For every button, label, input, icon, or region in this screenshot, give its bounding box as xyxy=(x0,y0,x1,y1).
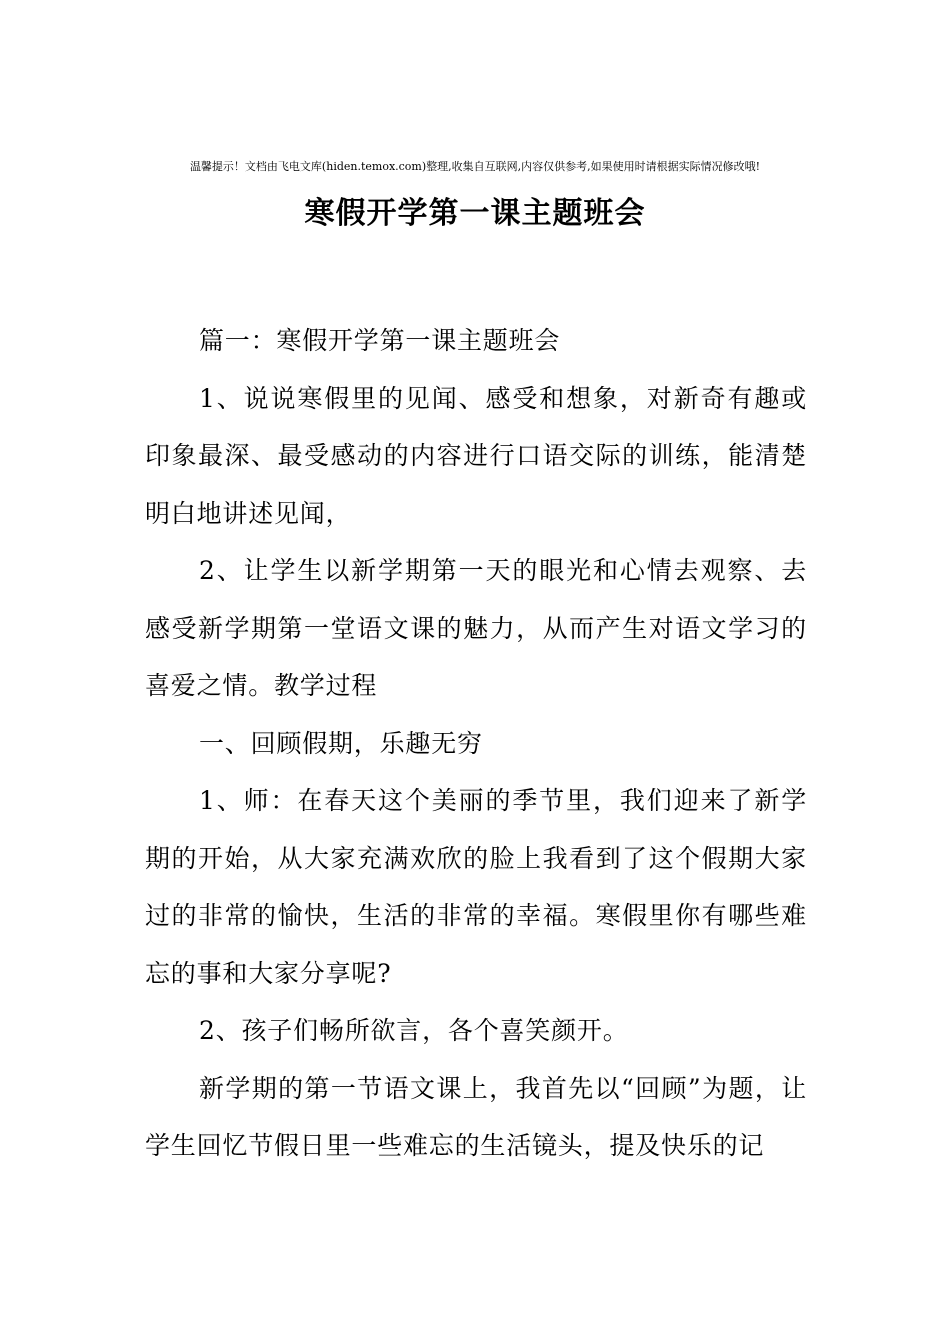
page-title: 寒假开学第一课主题班会 xyxy=(304,196,646,231)
paragraph: 1、说说寒假里的见闻、感受和想象，对新奇有趣或印象最深、最受感动的内容进行口语交际的训练，能清楚明白地讲述见闻， xyxy=(145,383,807,528)
header-notice: 温馨提示！文档由飞电文库(hiden.temox.com)整理,收集自互联网,内容仅供参考,如果使用时请根据实际情况修改哦! xyxy=(189,160,761,173)
document-body xyxy=(145,312,807,1175)
section-heading: 篇一：寒假开学第一课主题班会 xyxy=(199,326,561,355)
paragraph: 2、让学生以新学期第一天的眼光和心情去观察、去感受新学期第一堂语文课的魅力，从而产生对语文学习的喜爱之情。教学过程 xyxy=(145,556,807,700)
paragraph: 新学期的第一节语文课上，我首先以“回顾”为题，让学生回忆节假日里一些难忘的生活镜头，提及快乐的记 xyxy=(145,1073,807,1160)
paragraph: 一、回顾假期，乐趣无穷 xyxy=(199,728,483,758)
paragraph: 2、孩子们畅所欲言，各个喜笑颜开。 xyxy=(199,1016,629,1045)
paragraph: 1、师：在春天这个美丽的季节里，我们迎来了新学期的开始，从大家充满欢欣的脸上我看到了这个假期大家过的非常的愉快，生活的非常的幸福。寒假里你有哪些难忘的事和大家分享呢? xyxy=(145,786,807,988)
